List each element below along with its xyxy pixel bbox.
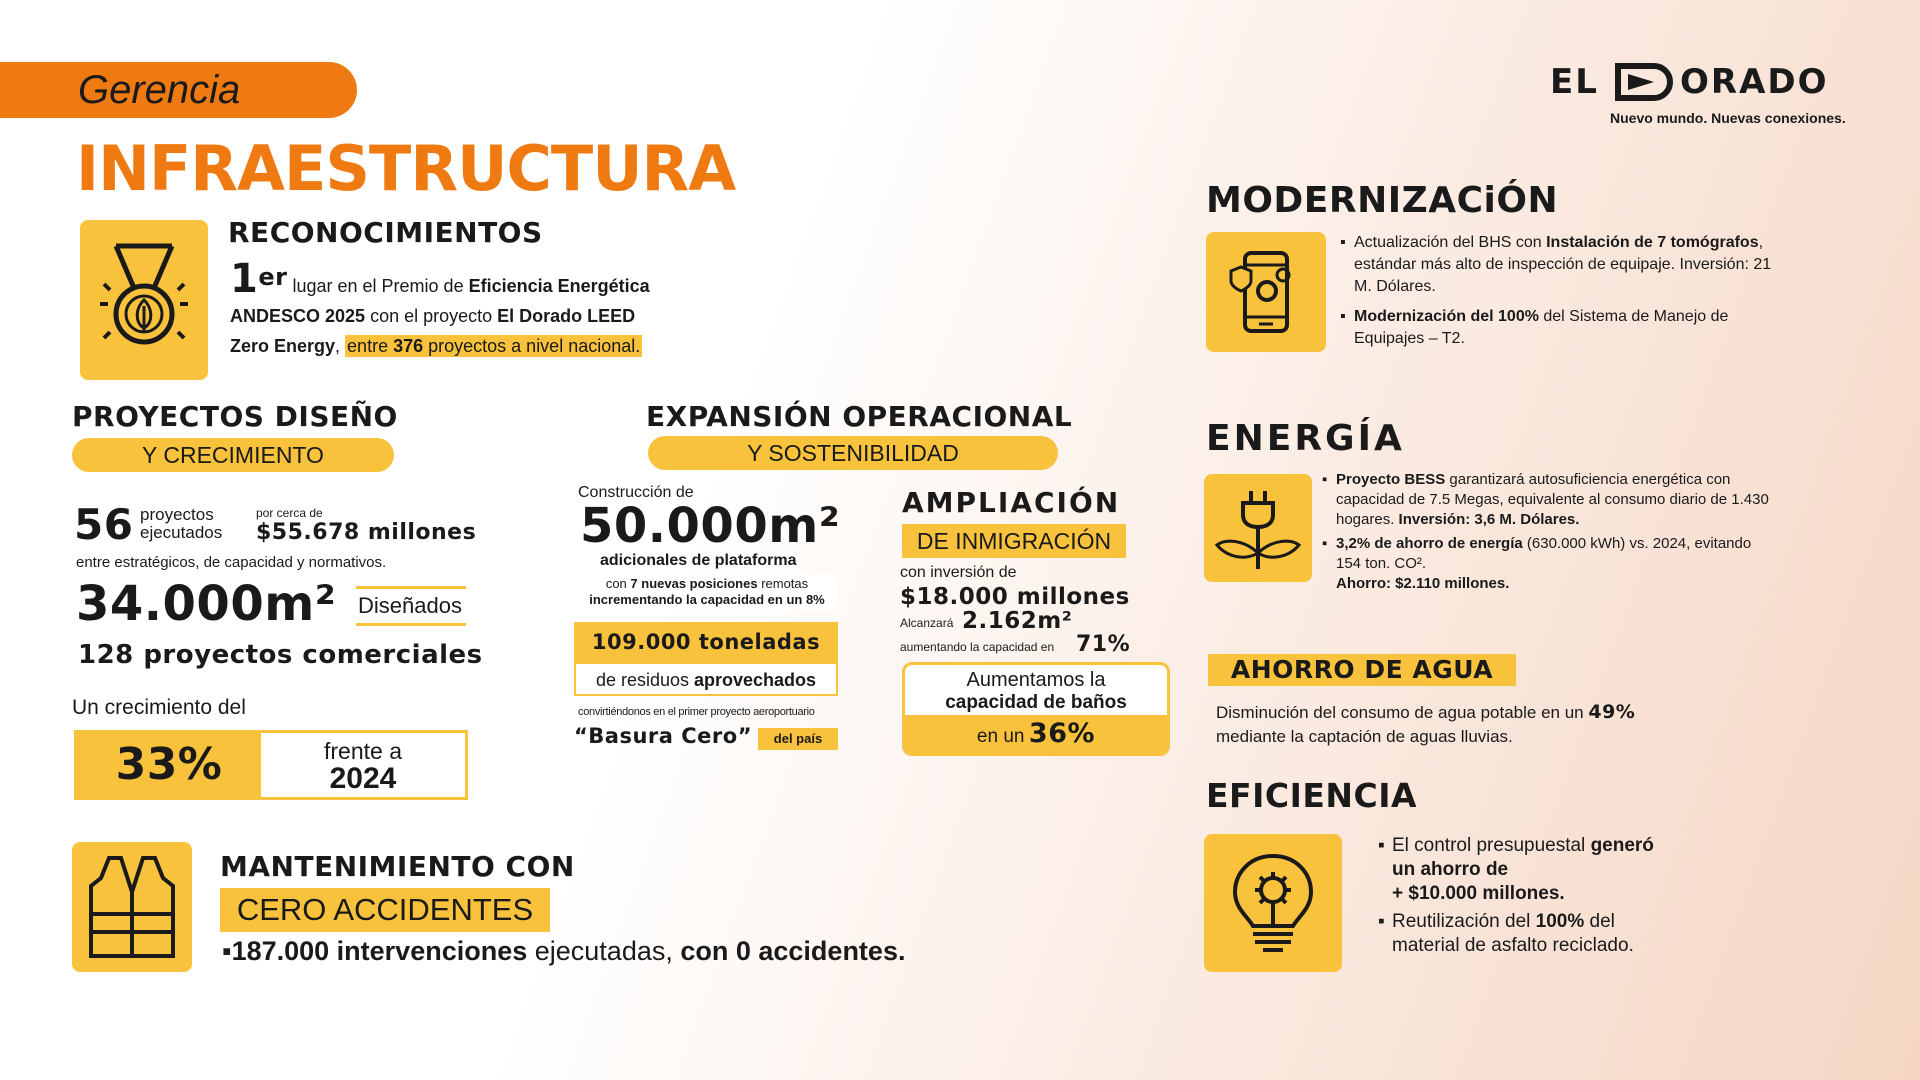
growth-vs-line-1: frente a [324, 738, 402, 764]
investment-value: $18.000 millones [900, 584, 1130, 610]
agua-value: 49% [1588, 701, 1636, 723]
list-item [1340, 306, 1780, 350]
list-text: Actualización del BHS con [1354, 234, 1547, 251]
reconocimientos-text: ANDESCO 2025 [230, 306, 366, 326]
proyectos-desc: entre estratégicos, de capacidad y normativos. [76, 554, 387, 571]
expansion-subtitle: Y SOSTENIBILIDAD [648, 436, 1058, 470]
reconocimientos-text: con el proyecto [365, 306, 498, 326]
header-tab-label: Gerencia [78, 68, 241, 112]
reconocimientos-text: , [335, 336, 346, 356]
count-label-line: proyectos [140, 505, 214, 524]
logo-arrow-icon [1614, 62, 1684, 102]
reconocimientos-line-1 [230, 256, 710, 302]
reconocimientos-text: Eficiencia Energética [468, 276, 650, 296]
reconocimientos-title: RECONOCIMIENTOS [228, 216, 543, 249]
list-text: garantizará autosuficiencia energética con capacidad de 7.5 Megas, equivalente al consumo diario de 1.430 hogares. [1336, 471, 1769, 528]
plug-leaves-icon [1204, 474, 1312, 582]
list-text: 100% [1535, 911, 1585, 932]
baths-line-2: capacidad de baños [945, 692, 1127, 713]
list-text: Proyecto BESS [1336, 471, 1446, 488]
growth-vs [261, 737, 465, 793]
phone-gears-icon [1206, 232, 1326, 352]
list-item [1322, 470, 1778, 530]
waste-label [574, 662, 838, 696]
agua-text-part: Disminución del consumo de agua potable en un [1216, 703, 1589, 722]
construction-desc: adicionales de plataforma [600, 552, 797, 569]
zero-name: “Basura Cero” [574, 724, 753, 748]
header-tab [0, 62, 357, 118]
ampliacion-subtitle: DE INMIGRACIÓN [902, 524, 1126, 558]
list-text: Modernización del 100% [1354, 308, 1539, 325]
reach-label: Alcanzará [900, 616, 954, 630]
list-item [1322, 534, 1778, 594]
count-label-line: ejecutados [140, 523, 223, 542]
waste-label-text: de residuos [595, 670, 694, 690]
proyectos-area-label: Diseñados [356, 586, 466, 626]
reconocimientos-text: Zero Energy [230, 336, 336, 356]
proyectos-count-label [140, 506, 222, 542]
brand-tagline: Nuevo mundo. Nuevas conexiones. [1610, 110, 1846, 126]
list-text: (630.000 kWh) vs. 2024, evitando 154 ton. CO². [1336, 535, 1752, 572]
list-item [1340, 232, 1780, 298]
mantenimiento-text: con 0 accidentes. [680, 936, 906, 966]
list-text: Inversión: 3,6 M. Dólares. [1398, 511, 1580, 528]
baths-box [902, 662, 1170, 756]
expansion-title: EXPANSIÓN OPERACIONAL [646, 400, 1073, 433]
growth-box [74, 730, 468, 800]
reconocimientos-text: El Dorado LEED [497, 306, 636, 326]
zero-tag: del país [758, 728, 838, 750]
construction-value: 50.000m² [580, 498, 841, 554]
proyectos-count: 56 [74, 500, 134, 549]
reconocimientos-line-2 [230, 301, 710, 331]
positions-text: con [605, 576, 631, 591]
proyectos-commercial: 128 proyectos comerciales [78, 640, 483, 670]
proyectos-growth-label: Un crecimiento del [72, 696, 246, 719]
positions-text: 7 nuevas posiciones [630, 576, 758, 591]
reach-value: 2.162m² [962, 608, 1073, 634]
reconocimientos-highlight [345, 335, 642, 357]
agua-text [1216, 700, 1736, 749]
list-text: , estándar más alto de inspección de equipaje. Inversión: 21 M. Dólares. [1354, 234, 1772, 295]
list-text: del Sistema de Manejo de Equipajes – T2. [1354, 308, 1729, 347]
mantenimiento-title: MANTENIMIENTO CON [220, 850, 575, 883]
reconocimientos-text: entre [347, 336, 394, 356]
bullet-icon: ▪ [222, 936, 232, 966]
rank-number: 1 [230, 256, 259, 302]
list-text: Instalación de 7 tomógrafos [1546, 234, 1759, 251]
baths-line-1: Aumentamos la [966, 669, 1106, 691]
proyectos-title: PROYECTOS DISEÑO [72, 400, 398, 433]
mantenimiento-subtitle: CERO ACCIDENTES [220, 888, 550, 932]
agua-title: AHORRO DE AGUA [1208, 654, 1516, 686]
proyectos-amount-pre: por cerca de [256, 506, 323, 520]
baths-text: en un [976, 726, 1025, 747]
construction-label: Construcción de [578, 484, 694, 501]
safety-vest-icon [72, 842, 192, 972]
mantenimiento-text: ejecutadas, [527, 936, 681, 966]
ampliacion-title: AMPLIACIÓN [902, 486, 1121, 519]
proyectos-subtitle: Y CRECIMIENTO [72, 438, 394, 472]
waste-value: 109.000 toneladas [574, 622, 838, 662]
reconocimientos-line-3 [230, 331, 710, 361]
reconocimientos-body [230, 256, 710, 361]
list-text: 3,2% de ahorro de energía [1336, 535, 1523, 552]
rank-sup: er [258, 263, 288, 291]
list-text: Reutilización del [1392, 911, 1536, 932]
reconocimientos-text: lugar en el Premio de [292, 276, 469, 296]
baths-value: 36% [1028, 718, 1096, 749]
lightbulb-gear-icon [1204, 834, 1342, 972]
investment-label: con inversión de [900, 564, 1017, 581]
list-text: + $10.000 millones. [1392, 883, 1565, 904]
brand-logo [1548, 60, 1848, 132]
page-title: INFRAESTRUCTURA [76, 132, 736, 205]
capacity-value: 71% [1076, 632, 1131, 657]
growth-vs-line-2: 2024 [329, 762, 397, 795]
positions-text: incrementando la capacidad en un 8% [589, 592, 825, 607]
modernizacion-list [1340, 232, 1780, 350]
mantenimiento-text: 187.000 intervenciones [231, 936, 528, 966]
list-text: generó [1590, 835, 1654, 856]
logo-text-right: ORADO [1680, 62, 1829, 102]
medal-leaf-icon [80, 220, 208, 380]
energia-title: ENERGÍA [1206, 418, 1405, 459]
agua-text-part: mediante la captación de aguas lluvias. [1216, 727, 1513, 746]
zero-desc: convirtiéndonos en el primer proyecto aeroportuario [578, 706, 815, 718]
baths-line-3 [905, 715, 1167, 753]
list-item [1378, 910, 1778, 958]
list-text: Ahorro: $2.110 millones. [1336, 575, 1510, 592]
capacity-label: aumentando la capacidad en [900, 640, 1055, 654]
list-text: El control presupuestal [1392, 835, 1591, 856]
proyectos-area: 34.000m² [76, 576, 337, 632]
list-text: del [1584, 911, 1615, 932]
eficiencia-list [1378, 834, 1778, 958]
positions-text: remotas [757, 576, 809, 591]
list-text: material de asfalto reciclado. [1392, 935, 1634, 956]
list-text: un ahorro de [1392, 859, 1509, 880]
energia-list [1322, 470, 1778, 594]
positions-note [576, 574, 838, 610]
reconocimientos-text: proyectos a nivel nacional. [423, 336, 641, 356]
mantenimiento-line [222, 936, 905, 967]
reconocimientos-text: 376 [393, 336, 424, 356]
modernizacion-title: MODERNIZACiÓN [1206, 180, 1559, 221]
proyectos-amount: $55.678 millones [256, 520, 477, 545]
waste-label-text: aprovechados [694, 670, 817, 690]
growth-value: 33% [77, 733, 261, 797]
logo-text-left: EL [1550, 62, 1599, 102]
list-item [1378, 834, 1778, 906]
eficiencia-title: EFICIENCIA [1206, 776, 1418, 815]
